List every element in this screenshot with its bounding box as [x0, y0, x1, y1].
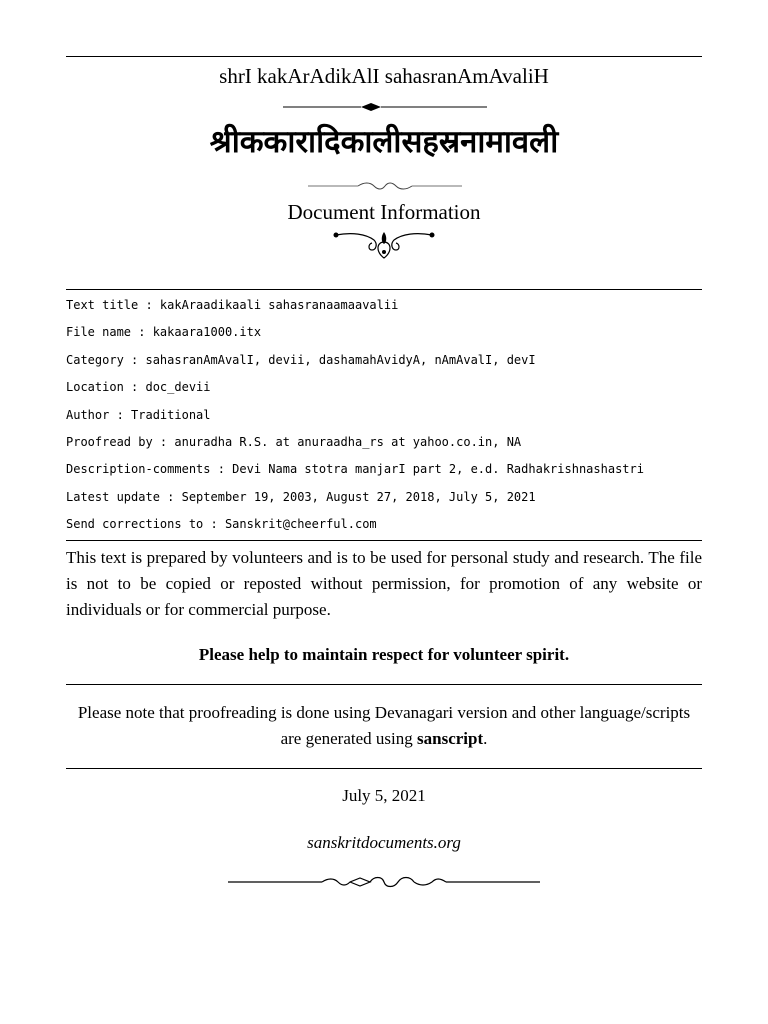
scroll-ornament-icon	[332, 226, 436, 262]
info-description: Description-comments : Devi Nama stotra manjarI part 2, e.d. Radhakrishnashastri	[66, 462, 644, 476]
proofreading-note	[66, 700, 702, 752]
info-top-rule	[66, 289, 702, 290]
notice-paragraph: This text is prepared by volunteers and is to be used for personal study and research. The file is not to be copied or reposted without permission, for promotion of any website or individuals or for commercial purpose.	[66, 548, 702, 619]
flourish-divider-icon	[308, 180, 462, 192]
info-send-corrections: Send corrections to : Sanskrit@cheerful.com	[66, 517, 377, 531]
ornament-divider-icon	[283, 100, 487, 114]
site-name: sanskritdocuments.org	[307, 833, 461, 852]
volunteer-spirit-note: Please help to maintain respect for volunteer spirit.	[198, 645, 570, 664]
info-bottom-rule	[66, 540, 702, 541]
info-text-title: Text title : kakAraadikaali sahasranaamaavalii	[66, 298, 399, 312]
notice-rule	[66, 684, 702, 685]
top-rule	[66, 56, 702, 57]
document-date: July 5, 2021	[342, 786, 426, 805]
proofreading-rule	[66, 768, 702, 769]
sanscript-label: sanscript	[417, 729, 484, 748]
info-author: Author : Traditional	[66, 408, 211, 422]
title-transliterated: shrI kakArAdikAlI sahasranAmAvaliH	[219, 64, 549, 88]
info-proofread: Proofread by : anuradha R.S. at anuraadha_rs at yahoo.co.in, NA	[66, 435, 522, 449]
title-devanagari: श्रीककारादिकालीसहस्रनामावली	[209, 124, 559, 160]
info-latest-update: Latest update : September 19, 2003, August 27, 2018, July 5, 2021	[66, 490, 536, 504]
section-title: Document Information	[287, 200, 481, 224]
proofreading-text: Please note that proofreading is done using Devanagari version and other language/scripts are generated using	[77, 703, 691, 748]
info-category: Category : sahasranAmAvalI, devii, dashamahAvidyA, nAmAvalI, devI	[66, 353, 536, 367]
info-file-name: File name : kakaara1000.itx	[66, 325, 262, 339]
info-location: Location : doc_devii	[66, 380, 211, 394]
bottom-ornament-icon	[228, 874, 540, 890]
proofreading-period: .	[483, 729, 488, 748]
